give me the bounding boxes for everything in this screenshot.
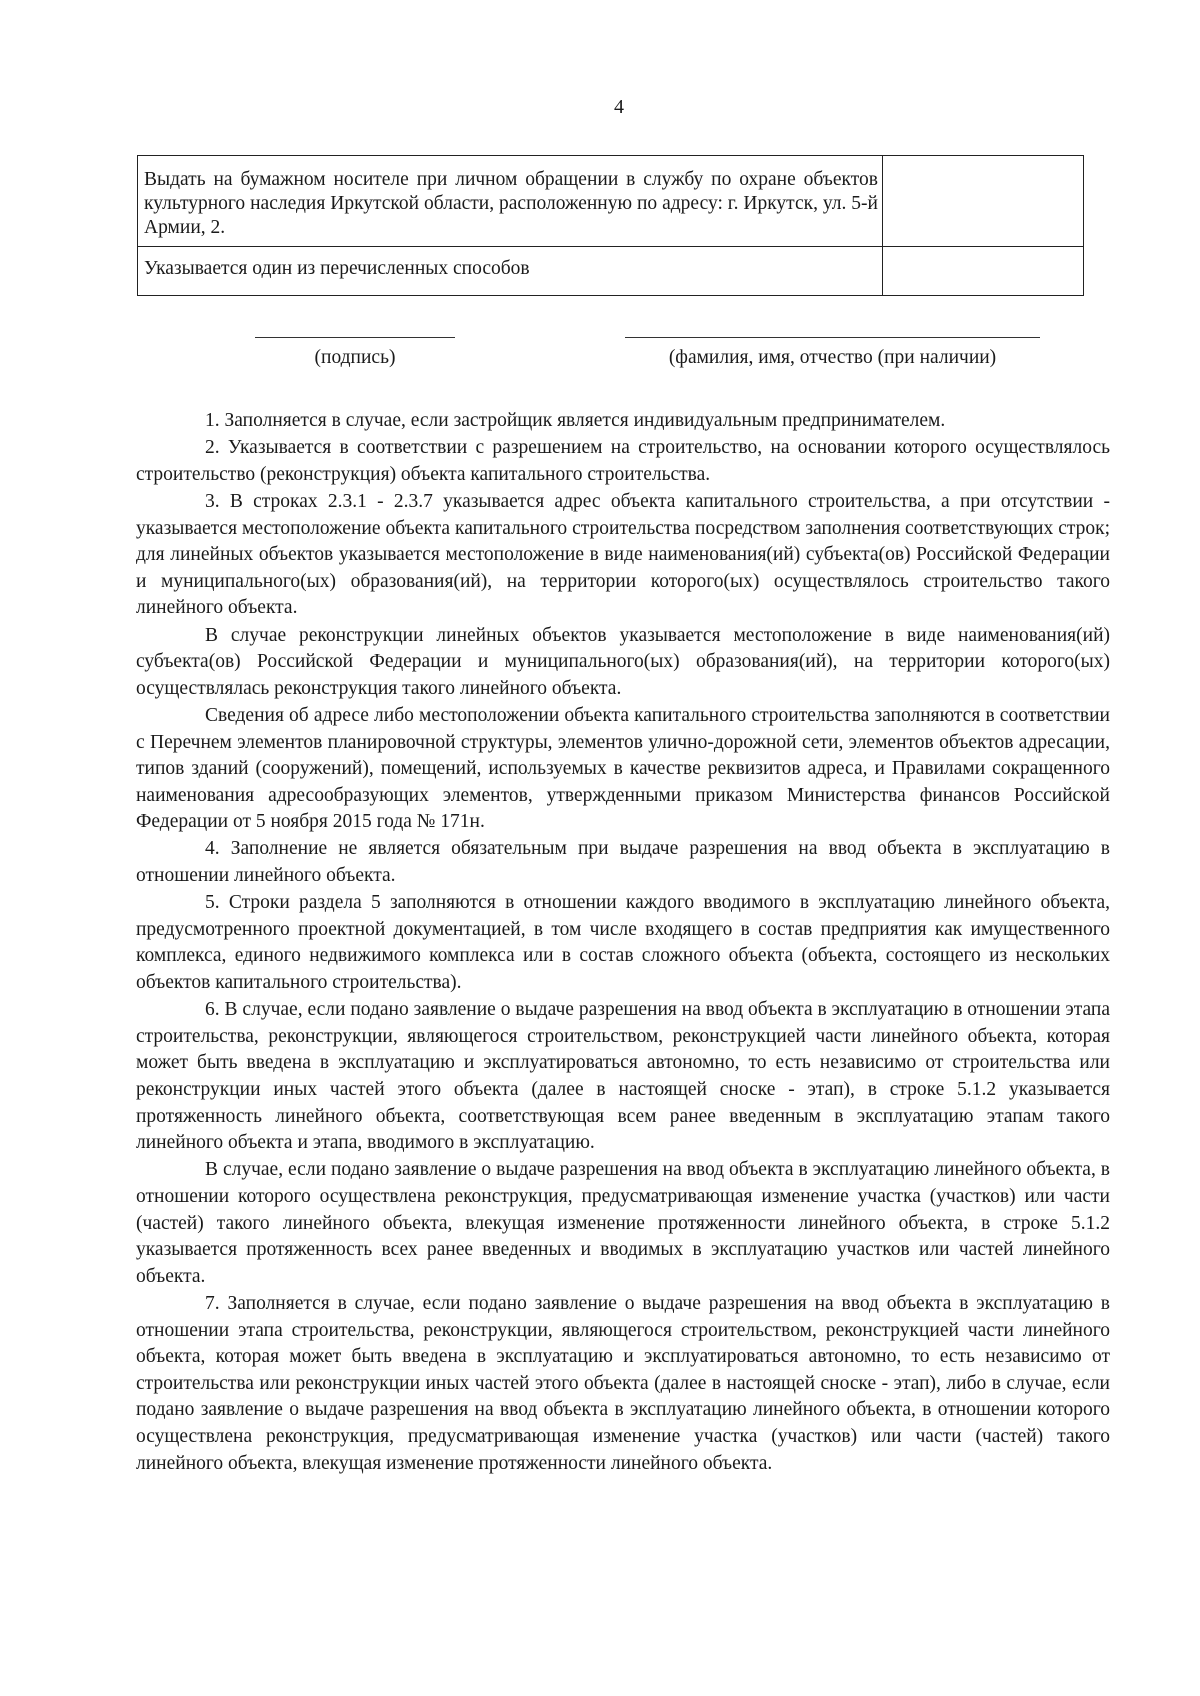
- footnotes: [136, 408, 1110, 1478]
- full-name-line: [625, 337, 1040, 338]
- delivery-method-table: [137, 155, 1084, 296]
- footnote-6: 6. В случае, если подано заявление о выдаче разрешения на ввод объекта в эксплуатацию в отношении этапа строительства, реконструкции, являющегося строительством, реконструкцией части линейного объекта, которая может быть введена в эксплуатацию и эксплуатироваться автономно, то есть независимо от строительства или реконструкции иных частей этого объекта (далее в настоящей сноске - этап), в строке 5.1.2 указывается протяженность линейного объекта, соответствующая всем ранее введенным в эксплуатацию этапам такого линейного объекта и этапа, вводимого в эксплуатацию.: [136, 999, 1110, 1154]
- delivery-method-mark-cell: [882, 156, 1083, 247]
- page-number: 4: [614, 96, 624, 118]
- footnote-2: 2. Указывается в соответствии с разрешением на строительство, на основании которого осуществлялось строительство (реконструкция) объекта капитального строительства.: [136, 437, 1110, 485]
- footnote-6-reconstruction: В случае, если подано заявление о выдаче разрешения на ввод объекта в эксплуатацию линейного объекта, в отношении которого осуществлена реконструкция, предусматривающая изменение участка (участков) или части (частей) такого линейного объекта, влекущая изменение протяженности линейного объекта, в строке 5.1.2 указывается протяженность всех ранее введенных и вводимых в эксплуатацию участков или частей линейного объекта.: [136, 1159, 1110, 1287]
- delivery-method-mark-cell: [882, 247, 1083, 296]
- footnote-5: 5. Строки раздела 5 заполняются в отношении каждого вводимого в эксплуатацию линейного объекта, предусмотренного проектной документацией, в том числе входящего в состав предприятия как имущественного комплекса, единого недвижимого комплекса или в состав сложного объекта (объекта, состоящего из нескольких объектов капитального строительства).: [136, 892, 1110, 994]
- signature-line: [255, 337, 455, 338]
- footnote-3: 3. В строках 2.3.1 - 2.3.7 указывается адрес объекта капитального строительства, а при отсутствии - указывается местоположение объекта капитального строительства посредством заполнения соответствующих строк; для линейных объектов указывается местоположение в виде наименования(ий) субъекта(ов) Российской Федерации и муниципального(ых) образования(ий), на территории которого(ых) осуществлялось строительство такого линейного объекта.: [136, 490, 1110, 619]
- delivery-method-text: Выдать на бумажном носителе при личном обращении в службу по охране объектов культурного наследия Иркутской области, расположенную по адресу: г. Иркутск, ул. 5-й Армии, 2.: [138, 156, 883, 247]
- full-name-caption: (фамилия, имя, отчество (при наличии): [668, 347, 997, 368]
- footnote-7: 7. Заполняется в случае, если подано заявление о выдаче разрешения на ввод объекта в эксплуатацию в отношении этапа строительства, реконструкции, являющегося строительством, реконструкцией части линейного объекта, которая может быть введена в эксплуатацию и эксплуатироваться автономно, то есть независимо от строительства или реконструкции иных частей этого объекта (далее в настоящей сноске - этап), либо в случае, если подано заявление о выдаче разрешения на ввод объекта в эксплуатацию линейного объекта, в отношении которого осуществлена реконструкция, предусматривающая изменение участка (участков) или части (частей) такого линейного объекта, влекущая изменение протяженности линейного объекта.: [136, 1292, 1110, 1474]
- table-row: [138, 247, 1084, 296]
- footnote-3-reconstruction: В случае реконструкции линейных объектов указывается местоположение в виде наименования(ий) субъекта(ов) Российской Федерации и муниципального(ых) образования(ий), на территории которого(ых) осуществлялась реконструкция такого линейного объекта.: [136, 624, 1110, 699]
- footnote-4: 4. Заполнение не является обязательным при выдаче разрешения на ввод объекта в эксплуатацию в отношении линейного объекта.: [136, 838, 1110, 887]
- footnote-1: 1. Заполняется в случае, если застройщик является индивидуальным предпринимателем.: [205, 410, 946, 431]
- signature-caption: (подпись): [314, 347, 396, 368]
- signature-block: [0, 337, 1200, 377]
- footnote-3-address-info: Сведения об адресе либо местоположении объекта капитального строительства заполняются в соответствии с Перечнем элементов планировочной структуры, элементов улично-дорожной сети, элементов объектов адресации, типов зданий (сооружений), помещений, используемых в качестве реквизитов адреса, и Правилами сокращенного наименования адресообразующих элементов, утвержденными приказом Министерства финансов Российской Федерации от 5 ноября 2015 года № 171н.: [136, 704, 1110, 833]
- delivery-method-note: Указывается один из перечисленных способов: [138, 247, 883, 296]
- table-row: [138, 156, 1084, 247]
